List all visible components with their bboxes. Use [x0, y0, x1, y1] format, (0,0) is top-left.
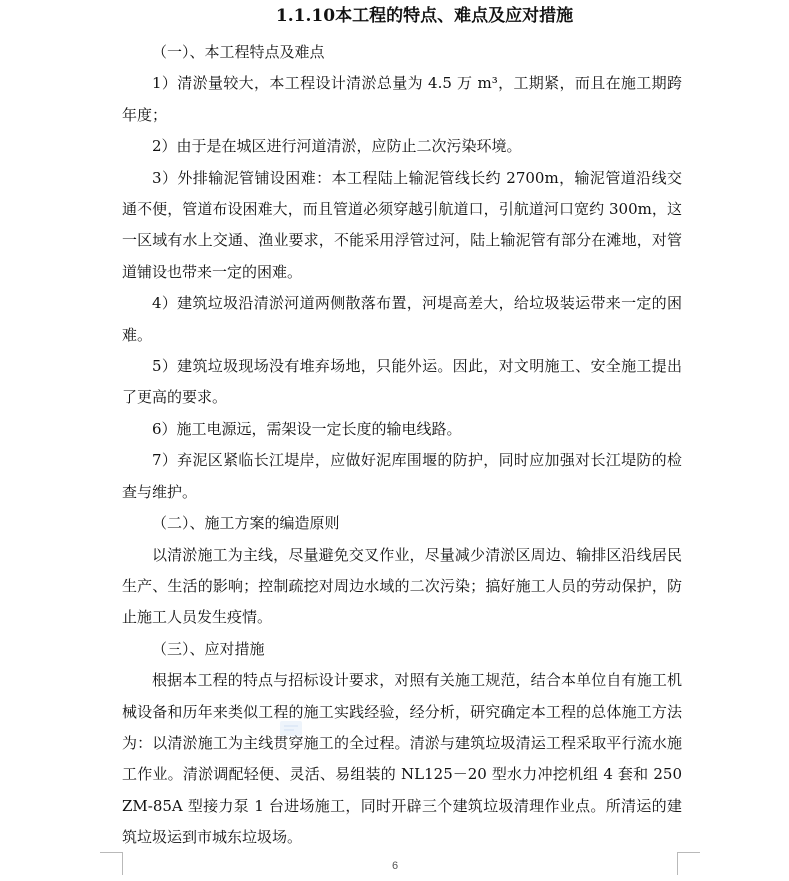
paragraph-4: 4）建筑垃圾沿清淤河道两侧散落布置，河堤高差大，给垃圾装运带来一定的困难。 — [122, 294, 682, 344]
paragraph-3: 3）外排输泥管铺设困难：本工程陆上输泥管线长约 2700m，输泥管道沿线交通不便，管道布设困难大，而且管道必须穿越引航道口，引航道河口宽约 300m，这一区域有水上交通、渔业要求，不能采用浮管过河，陆上输泥管有部分在滩地，对管道铺设也带来一定的困难。 — [122, 168, 682, 281]
page-corner-mark-left — [100, 852, 123, 875]
paragraph-6: 6）施工电源远，需架设一定长度的输电线路。 — [152, 419, 462, 438]
paragraph-2: 2）由于是在城区进行河道清淤，应防止二次污染环境。 — [152, 137, 522, 156]
page-corner-mark-right — [677, 852, 700, 875]
document-body — [122, 37, 682, 854]
section-heading-2: （二）、施工方案的编造原则 — [152, 514, 340, 533]
paragraph-5: 5）建筑垃圾现场没有堆弃场地，只能外运。因此，对文明施工、安全施工提出了更高的要求。 — [122, 357, 682, 407]
paragraph-8: 以清淤施工为主线，尽量避免交叉作业，尽量减少清淤区周边、输排区沿线居民生产、生活的影响；控制疏挖对周边水域的二次污染；搞好施工人员的劳动保护，防止施工人员发生疫情。 — [122, 545, 682, 627]
page-number: 6 — [391, 860, 399, 872]
section-heading-3: （三）、应对措施 — [152, 639, 265, 658]
paragraph-1: 1）清淤量较大，本工程设计清淤总量为 4.5 万 m³，工期紧，而且在施工期跨年度； — [122, 74, 682, 124]
paragraph-7: 7）弃泥区紧临长江堤岸，应做好泥库围堰的防护，同时应加强对长江堤防的检查与维护。 — [122, 451, 682, 501]
section-heading-1: （一）、本工程特点及难点 — [152, 43, 325, 61]
page-title: 1.1.10本工程的特点、难点及应对措施 — [275, 6, 574, 26]
watermark-icon — [276, 716, 306, 740]
paragraph-9: 根据本工程的特点与招标设计要求，对照有关施工规范，结合本单位自有施工机械设备和历年来类似工程的施工实践经验，经分析，研究确定本工程的总体施工方法为：以清淤施工为主线贯穿施工的全过程。清淤与建筑垃圾清运工程采取平行流水施工作业。清淤调配轻便、灵活、易组装的 NL125－20 型水力冲挖机组 4 套和 250ZM-85A 型接力泵 1 台进场施工，同时开辟三个建筑垃圾清理作业点。所清运的建筑垃圾运到市城东垃圾场。 — [122, 671, 682, 847]
